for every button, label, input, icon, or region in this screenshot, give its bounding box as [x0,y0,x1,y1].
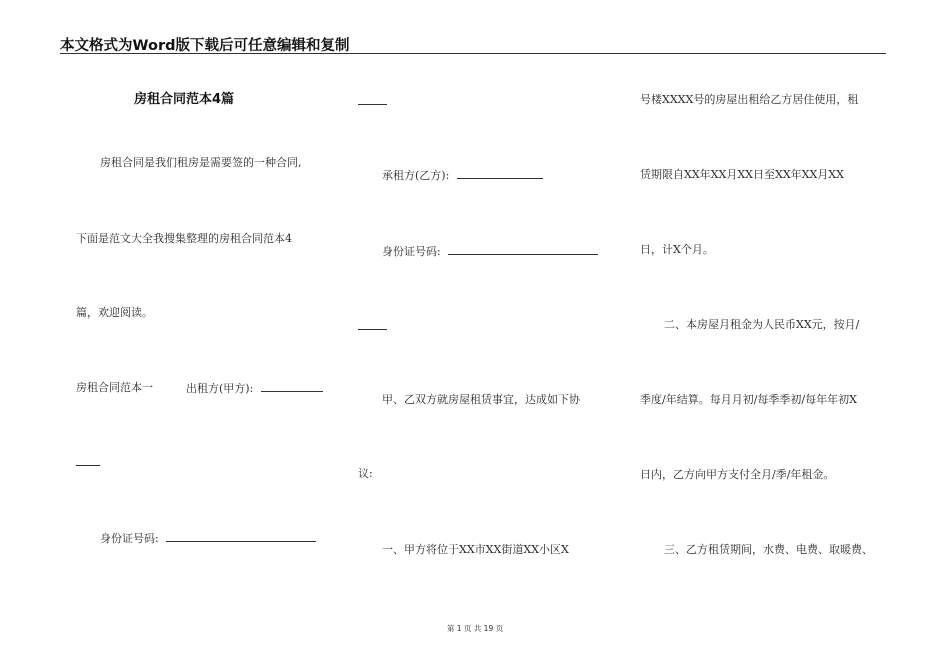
col3-line-6: 日内，乙方向甲方支付全月/季/年租金。 [640,468,835,481]
clause-1-line: 一、甲方将位于XX市XX街道XX小区X [382,543,569,556]
lessee-line [382,168,543,183]
lessor-label [186,381,323,396]
header-divider [60,53,886,54]
continuation-blank-1 [358,104,387,105]
lessor-id-label: 身份证号码: [100,532,159,545]
lessee-id-label: 身份证号码: [382,245,441,258]
continuation-blank-2 [358,329,387,330]
lessor-blank-continuation [76,465,100,466]
lessor-id-line [100,531,316,546]
intro-line-3: 篇，欢迎阅读。 [76,306,153,319]
intro-line-1: 房租合同是我们租房是需要签的一种合同, [100,156,302,169]
page-number: 第 1 页 共 19 页 [446,624,504,633]
col3-line-1: 号楼XXXX号的房屋出租给乙方居住使用，租 [640,93,859,106]
lessor-id-blank [166,531,316,542]
intro-line-2: 下面是范文大全我搜集整理的房租合同范本4 [76,232,292,245]
lessee-label: 承租方(乙方): [382,169,450,182]
col3-line-3: 日，计X个月。 [640,243,714,256]
col3-line-7: 三、乙方租赁期间，水费、电费、取暖费、 [664,543,873,556]
sample-heading: 房租合同范本一 [76,381,153,394]
lessor-blank [261,381,323,392]
col3-line-4: 二、本房屋月租金为人民币XX元，按月/ [664,318,860,331]
lessee-id-line [382,244,598,259]
col3-line-2: 赁期限自XX年XX月XX日至XX年XX月XX [640,168,844,181]
document-title: 房租合同范本4篇 [134,92,235,107]
lessee-blank [457,168,543,179]
lessee-id-blank [448,244,598,255]
agreement-line-2: 议: [358,467,373,480]
agreement-line-1: 甲、乙双方就房屋租赁事宜，达成如下协 [382,393,580,406]
col3-line-5: 季度/年结算。每月月初/每季季初/每年年初X [640,393,857,406]
lessor-label-text: 出租方(甲方): [186,382,254,395]
document-header: 本文格式为Word版下载后可任意编辑和复制 [60,38,350,54]
